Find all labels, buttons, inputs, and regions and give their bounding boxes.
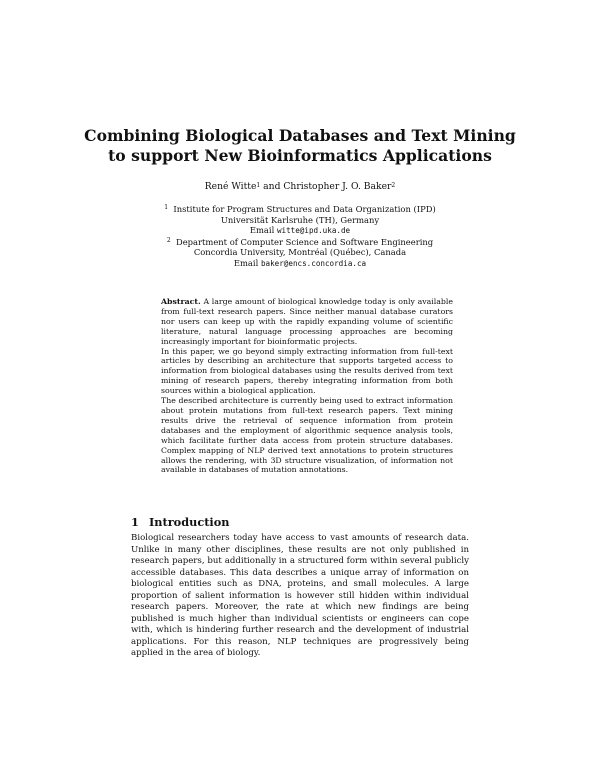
affiliation-1-email-line [0,225,600,237]
affiliation-1 [0,204,600,237]
affiliation-1-line-2: Universität Karlsruhe (TH), Germany [220,214,380,225]
author-connector: and [260,181,284,192]
affiliation-1-email-label: Email [249,225,277,235]
affiliation-2-email-label: Email [233,257,261,268]
affiliation-2-line-1: $^2$ Department of Computer Science and Software Engineering [166,236,434,247]
affiliation-2-email-line [0,258,600,270]
author-2-affiliation-mark: 2 [391,182,396,189]
abstract-label: Abstract. [161,297,201,306]
title-line-1: Combining Biological Databases and Text Mining [84,126,516,145]
affiliation-2-line-2: Concordia University, Montréal (Québec), Canada [193,247,407,257]
abstract-paragraph-2: In this paper, we go beyond simply extracting information from full-text articles by describing an architecture that supports targeted access to information from biological databases using the results derived from text mining of research papers, thereby integrating information from both sources within a biological application. [161,346,453,396]
introduction-paragraph: Biological researchers today have access to vast amounts of research data. Unlike in many other disciplines, these results are not only published in research papers, but additionally in a structured form within several publicly accessible databases. This data describes a unique array of information on biological entities such as DNA, proteins, and small molecules. A large proportion of salient information is however still hidden within individual research papers. Moreover, the rate at which new findings are being published is much higher than individual scientists or engineers can cope with, which is hindering further research and the development of industrial applications. For this reason, NLP techniques are progressively being applied in the area of biology. [131,533,469,658]
affiliation-2-email[interactable]: baker@encs.concordia.ca [260,258,367,268]
paper-title [0,126,600,166]
affiliation-1-line-1: $^1$ Institute for Program Structures and Data Organization (IPD) [164,204,436,214]
section-heading-introduction [131,515,229,529]
author-2: Christopher J. O. Baker [283,181,392,192]
affiliation-2-mark: 2 [166,236,171,244]
abstract-paragraph-1: Abstract. A large amount of biological knowledge today is only available from full-text research papers. Since neither manual database curators nor users can keep up with the rapidly expanding volume of scientific literature, natural language processing approaches are becoming increasingly important for bioinformatic projects. [161,297,454,346]
affiliation-2 [0,237,600,270]
affiliations [0,204,600,269]
title-line-2: to support New Bioinformatics Applications [108,146,492,165]
affiliation-1-email[interactable]: witte@ipd.uka.de [276,226,351,235]
author-1: René Witte [204,181,257,192]
abstract-paragraph-3: The described architecture is currently being used to extract information about protein mutations from full-text research papers. Text mining results drive the retrieval of sequence information from protein databases and the employment of algorithmic sequence analysis tools, which facilitate further data access from protein structure databases. Complex mapping of NLP derived text annotations to protein structures allows the rendering, with 3D structure visualization, of information not available in databases of mutation annotations. [161,396,453,475]
affiliation-1-mark: 1 [164,204,169,211]
section-number: 1 [131,515,139,529]
section-title: Introduction [149,515,230,529]
author-1-affiliation-mark: 1 [256,182,261,189]
author-list [0,181,600,193]
introduction-body [131,533,469,660]
abstract [161,297,453,475]
